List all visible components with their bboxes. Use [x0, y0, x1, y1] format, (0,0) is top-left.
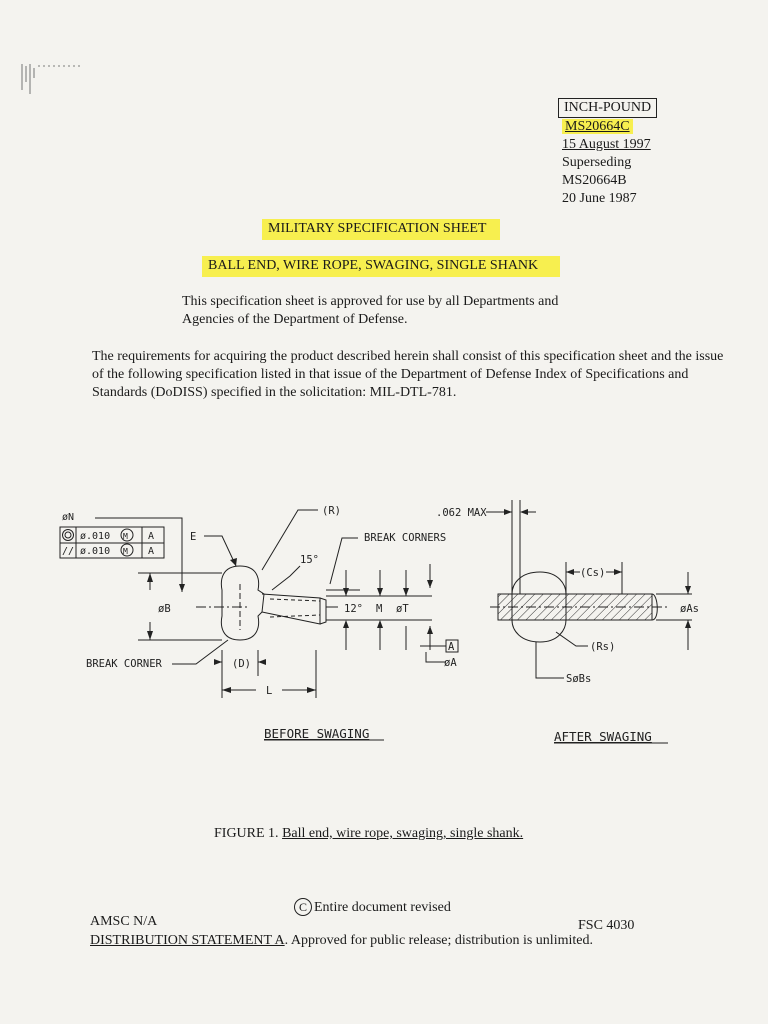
figure-caption-text: Ball end, wire rope, swaging, single shank.: [282, 826, 524, 841]
requirements-paragraph: The requirements for acquiring the product described herein shall consist of this specification sheet and the issue of the following specification listed in that issue of the Department of Defense Index of Specifications and Standards (DoDISS) specified in the solicitation: MIL-DTL-781.: [92, 349, 724, 400]
d-label: (D): [232, 658, 251, 670]
inch-pound-box: INCH-POUND: [558, 98, 657, 118]
position-icon: [63, 530, 74, 541]
phi-as-label: øAs: [680, 603, 699, 615]
revision-symbol: C: [294, 898, 312, 916]
scan-artifact-marks: [20, 60, 90, 100]
cs-label: (Cs): [580, 567, 606, 579]
approval-paragraph: [182, 293, 622, 329]
document-header-block: [562, 98, 657, 208]
m-label: M: [376, 603, 383, 615]
previous-document-id: MS20664B: [562, 173, 627, 188]
revision-text: Entire document revised: [314, 900, 451, 915]
mmc-symbol-1: M: [123, 532, 128, 541]
figure-caption-prefix: FIGURE 1.: [214, 826, 279, 841]
angle-15-label: 15°: [300, 554, 319, 566]
distribution-label: DISTRIBUTION STATEMENT A: [90, 933, 285, 948]
e-label: E: [190, 531, 197, 543]
phi-t-label: øT: [396, 603, 409, 615]
item-title: [202, 258, 560, 274]
datum-ref-1: A: [148, 531, 155, 542]
datum-ref-2: A: [148, 546, 155, 557]
approval-line-1: This specification sheet is approved for use by all Departments and: [182, 294, 559, 309]
phi-a-label: øA: [444, 657, 457, 669]
datum-a-label: A: [448, 641, 455, 653]
sheet-type-title: [262, 221, 500, 237]
after-swaging-label: AFTER SWAGING: [554, 729, 652, 744]
sheet-type-text: MILITARY SPECIFICATION SHEET: [262, 219, 500, 240]
position-icon-inner: [65, 532, 71, 538]
distribution-text: . Approved for public release; distribution is unlimited.: [284, 933, 593, 948]
parallel-symbol: //: [62, 546, 75, 557]
figure-caption: [214, 826, 523, 842]
approval-line-2: Agencies of the Department of Defense.: [182, 312, 408, 327]
tolerance-2: ø.010: [80, 546, 111, 557]
fsc-label: FSC 4030: [578, 918, 635, 933]
tolerance-1: ø.010: [80, 531, 111, 542]
previous-document-date: 20 June 1987: [562, 191, 637, 206]
document-date: 15 August 1997: [562, 137, 651, 152]
mmc-symbol-2: M: [123, 547, 128, 556]
s-phi-bs-label: SøBs: [566, 673, 592, 685]
angle-12-label: 12°: [344, 603, 363, 615]
r-label: (R): [322, 505, 341, 517]
phi-b-label: øB: [158, 603, 171, 615]
before-swaging-label: BEFORE SWAGING: [264, 726, 370, 741]
max-062-label: .062 MAX: [436, 507, 487, 519]
break-corner-label: BREAK CORNER: [86, 658, 162, 670]
distribution-statement: [90, 933, 593, 949]
rs-label: (Rs): [590, 641, 616, 653]
document-id: MS20664C: [562, 119, 633, 134]
after-swaging-part: [486, 500, 692, 678]
revision-note: [294, 898, 451, 916]
amsc-label: AMSC N/A: [90, 914, 158, 929]
l-label: L: [266, 685, 273, 697]
break-corners-label: BREAK CORNERS: [364, 532, 447, 544]
figure-1-drawing: [0, 480, 768, 760]
item-title-text: BALL END, WIRE ROPE, SWAGING, SINGLE SHANK: [202, 256, 560, 277]
superseding-label: Superseding: [562, 155, 632, 170]
phi-n-label: øN: [62, 512, 75, 523]
